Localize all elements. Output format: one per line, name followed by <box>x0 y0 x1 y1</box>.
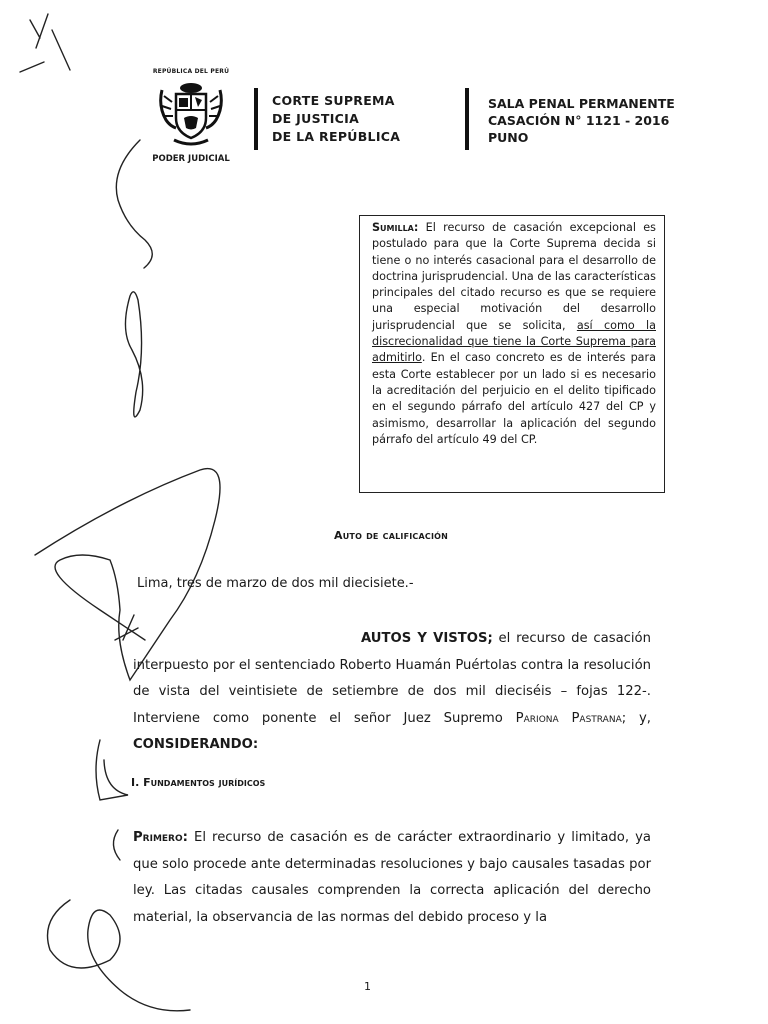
page-number: 1 <box>364 980 371 993</box>
case-line: PUNO <box>488 130 529 145</box>
judge-name: Pariona Pastrana <box>515 710 622 726</box>
case-line: SALA PENAL PERMANENTE <box>488 96 675 111</box>
sumilla-text: El recurso de casación excepcional es postulado para que la Corte Suprema decida si tiene o no interés casacional para el desarrollo de doctrina jurisprudencial. Una de las características principales del citado recurso es que se requiere una especial motivación del desarrollo jurisprudencial que se solicita, <box>372 221 656 332</box>
case-line: CASACIÓN N° 1121 - 2016 <box>488 113 670 128</box>
case-info <box>488 95 675 146</box>
document-title: Auto de calificación <box>334 529 449 542</box>
header-divider <box>254 88 258 150</box>
primero-text: El recurso de casación es de carácter extraordinario y limitado, ya que solo procede ante determinadas resoluciones y bajo causales tasadas por ley. Las citadas causales comprenden la correcta aplicación del derecho material, la observancia de las normas del debido proceso y la <box>133 830 651 925</box>
court-name <box>272 92 400 146</box>
considerando-label: CONSIDERANDO: <box>133 737 259 752</box>
coat-of-arms-icon <box>156 76 226 152</box>
court-line: DE JUSTICIA <box>272 111 360 126</box>
sumilla-label: Sumilla: <box>372 221 419 234</box>
seal-top-text: REPÚBLICA DEL PERÚ <box>152 68 230 75</box>
autos-paragraph <box>133 626 651 759</box>
court-line: DE LA REPÚBLICA <box>272 129 401 144</box>
seal-bottom-text: PODER JUDICIAL <box>152 154 230 164</box>
autos-lead: AUTOS Y VISTOS; <box>361 631 493 646</box>
autos-text: el recurso de casación interpuesto por el sentenciado Roberto Huamán Puértolas contra la resolución de vista del veintisiete de setiembre de dos mil dieciséis – fojas 122-. Interviene como ponente el señor Juez Supremo <box>133 631 652 726</box>
judicial-seal <box>146 68 236 168</box>
sumilla-text: . En el caso concreto es de interés para esta Corte establecer por un lado si es necesario la acreditación del perjuicio en el delito tipificado en el segundo párrafo del artículo 427 del CP y asimismo, desarrollar la aplicación del segundo párrafo del artículo 49 del CP. <box>372 351 656 446</box>
header-divider <box>465 88 469 150</box>
primero-label: Primero: <box>133 830 188 845</box>
court-line: CORTE SUPREMA <box>272 93 395 108</box>
date-line: Lima, tres de marzo de dos mil diecisiete.- <box>137 576 414 591</box>
sumilla-box <box>359 215 665 493</box>
autos-text-end: ; y, <box>621 710 651 726</box>
section-heading: I. Fundamentos jurídicos <box>131 776 266 789</box>
sumilla-underlined-text: así como la discrecionalidad que tiene la Corte Suprema para admitirlo <box>372 318 656 365</box>
primero-paragraph <box>133 825 651 931</box>
